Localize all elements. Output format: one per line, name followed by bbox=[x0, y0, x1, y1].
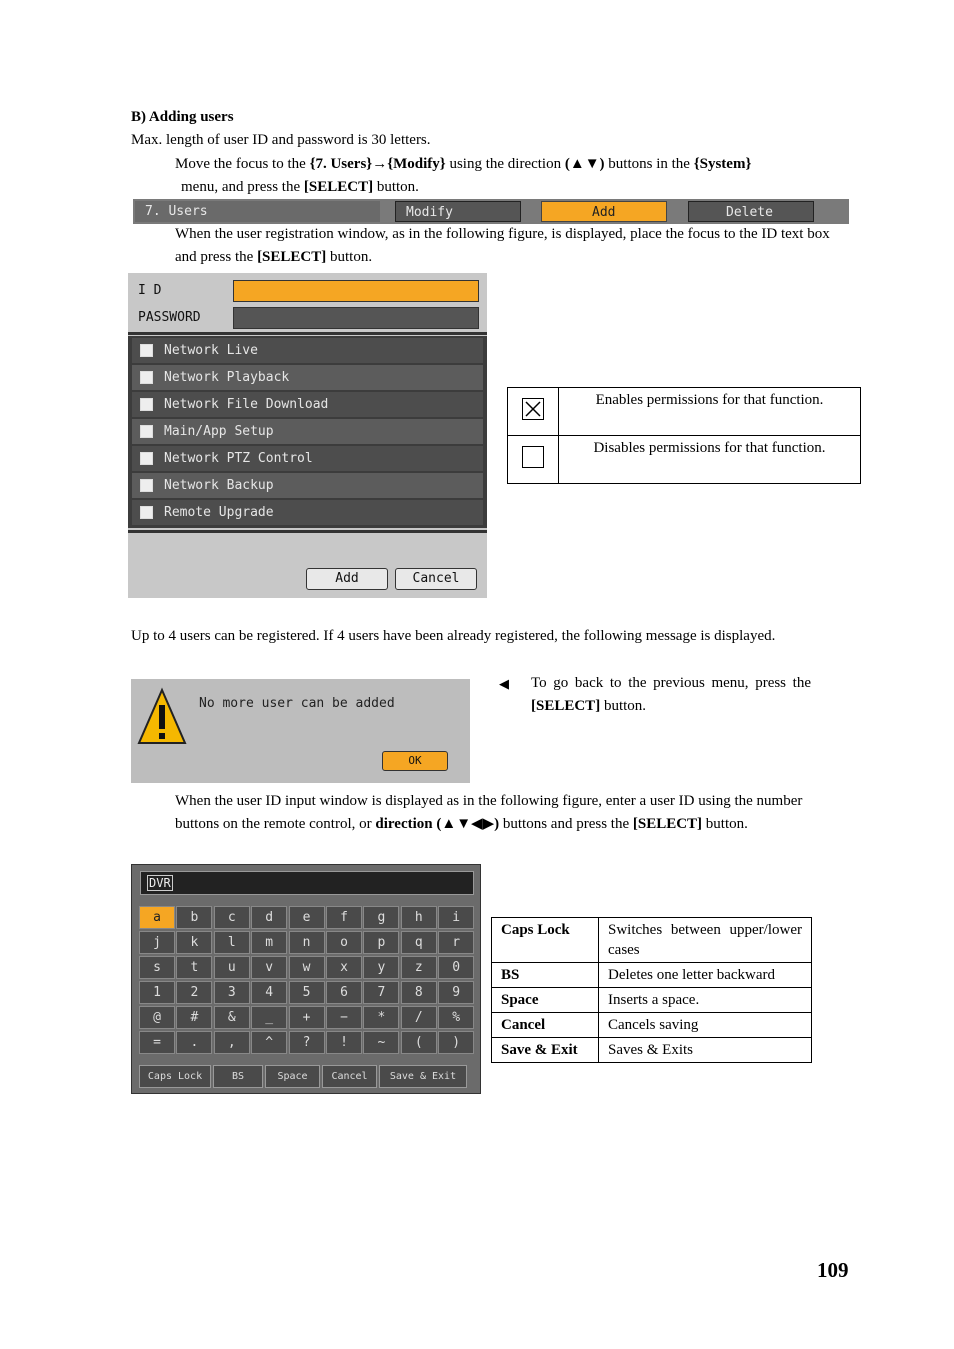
keyboard-key[interactable]: / bbox=[401, 1006, 437, 1029]
cancel-button[interactable]: Cancel bbox=[395, 568, 477, 590]
permission-checkbox[interactable] bbox=[140, 344, 153, 357]
add-button[interactable]: Add bbox=[541, 201, 667, 222]
divider bbox=[128, 530, 487, 533]
keyboard-key[interactable]: 4 bbox=[251, 981, 287, 1004]
keyboard-key[interactable]: ( bbox=[401, 1031, 437, 1054]
note-go-back: To go back to the previous menu, press the [SELECT] button. bbox=[531, 675, 811, 714]
key-description-cell: Switches between upper/lower cases bbox=[599, 918, 812, 963]
keyboard-key[interactable]: . bbox=[176, 1031, 212, 1054]
warning-icon bbox=[137, 687, 187, 745]
keyboard-key[interactable]: , bbox=[214, 1031, 250, 1054]
keyboard-key[interactable]: = bbox=[139, 1031, 175, 1054]
modify-button[interactable]: Modify bbox=[395, 201, 521, 222]
permission-label: Network Playback bbox=[164, 370, 290, 385]
paragraph-max-length: Max. length of user ID and password is 30 letters. bbox=[131, 132, 431, 148]
keyboard-key[interactable]: 8 bbox=[401, 981, 437, 1004]
permission-checkbox[interactable] bbox=[140, 371, 153, 384]
keyboard-key[interactable]: 1 bbox=[139, 981, 175, 1004]
permission-list bbox=[128, 336, 487, 528]
key-description-cell: Deletes one letter backward bbox=[599, 963, 812, 988]
table-row bbox=[492, 963, 812, 988]
keyboard-key[interactable]: u bbox=[214, 956, 250, 979]
key-description-cell: Cancels saving bbox=[599, 1013, 812, 1038]
keyboard-key[interactable]: _ bbox=[251, 1006, 287, 1029]
left-arrow-icon: ◀ bbox=[499, 676, 509, 691]
keyboard-key[interactable]: y bbox=[363, 956, 399, 979]
key-name-cell: Cancel bbox=[492, 1013, 599, 1038]
backspace-key[interactable]: BS bbox=[213, 1065, 263, 1088]
keyboard-key[interactable]: a bbox=[139, 906, 175, 929]
permission-row[interactable] bbox=[132, 365, 483, 390]
keyboard-input-field[interactable] bbox=[140, 871, 474, 895]
keyboard-key[interactable]: ! bbox=[326, 1031, 362, 1054]
enabled-description: Enables permissions for that function. bbox=[559, 388, 861, 436]
permission-legend-table bbox=[507, 387, 861, 484]
permission-label: Network File Download bbox=[164, 397, 329, 412]
permission-row[interactable] bbox=[132, 446, 483, 471]
key-description-cell: Saves & Exits bbox=[599, 1038, 812, 1063]
table-row bbox=[492, 1013, 812, 1038]
keyboard-key[interactable]: ~ bbox=[363, 1031, 399, 1054]
cancel-key[interactable]: Cancel bbox=[322, 1065, 377, 1088]
keyboard-key[interactable]: q bbox=[401, 931, 437, 954]
permission-row[interactable] bbox=[132, 473, 483, 498]
keyboard-key[interactable]: e bbox=[289, 906, 325, 929]
caps-lock-key[interactable]: Caps Lock bbox=[139, 1065, 211, 1088]
paragraph-user-limit: Up to 4 users can be registered. If 4 users have been already registered, the following message is displayed. bbox=[131, 628, 776, 644]
table-row bbox=[492, 1038, 812, 1063]
disabled-description: Disables permissions for that function. bbox=[559, 436, 861, 484]
keyboard-key[interactable]: z bbox=[401, 956, 437, 979]
keyboard-key[interactable]: s bbox=[139, 956, 175, 979]
add-user-button[interactable]: Add bbox=[306, 568, 388, 590]
permission-checkbox[interactable] bbox=[140, 452, 153, 465]
keyboard-key[interactable]: − bbox=[326, 1006, 362, 1029]
ok-button[interactable]: OK bbox=[382, 751, 448, 771]
permission-row[interactable] bbox=[132, 500, 483, 525]
save-exit-key[interactable]: Save & Exit bbox=[379, 1065, 467, 1088]
keyboard-key[interactable]: v bbox=[251, 956, 287, 979]
page-number: 109 bbox=[817, 1258, 849, 1282]
keyboard-key[interactable]: 3 bbox=[214, 981, 250, 1004]
keyboard-key[interactable]: i bbox=[438, 906, 474, 929]
keyboard-key[interactable]: o bbox=[326, 931, 362, 954]
keyboard-key[interactable]: d bbox=[251, 906, 287, 929]
keyboard-key[interactable]: 7 bbox=[363, 981, 399, 1004]
keyboard-key[interactable]: t bbox=[176, 956, 212, 979]
space-key[interactable]: Space bbox=[265, 1065, 320, 1088]
alert-message: No more user can be added bbox=[199, 696, 395, 711]
password-label: PASSWORD bbox=[138, 310, 201, 325]
table-row bbox=[492, 988, 812, 1013]
checked-box-icon bbox=[522, 398, 544, 420]
permission-label: Network Live bbox=[164, 343, 258, 358]
keyboard-key[interactable]: p bbox=[363, 931, 399, 954]
keyboard-key[interactable]: # bbox=[176, 1006, 212, 1029]
permission-checkbox[interactable] bbox=[140, 398, 153, 411]
keys-description-table bbox=[491, 917, 812, 1063]
keyboard-key[interactable]: h bbox=[401, 906, 437, 929]
keyboard-key[interactable]: f bbox=[326, 906, 362, 929]
keyboard-key[interactable]: * bbox=[363, 1006, 399, 1029]
password-input[interactable] bbox=[233, 307, 479, 329]
keyboard-key[interactable]: k bbox=[176, 931, 212, 954]
keyboard-key[interactable]: g bbox=[363, 906, 399, 929]
virtual-keyboard bbox=[131, 864, 481, 1094]
key-description-cell: Inserts a space. bbox=[599, 988, 812, 1013]
input-text: DVR bbox=[149, 876, 171, 890]
id-label: I D bbox=[138, 283, 162, 298]
key-name-cell: Save & Exit bbox=[492, 1038, 599, 1063]
keyboard-key[interactable]: @ bbox=[139, 1006, 175, 1029]
users-menu-bar bbox=[133, 199, 849, 224]
keyboard-key[interactable]: ) bbox=[438, 1031, 474, 1054]
keyboard-key[interactable]: ? bbox=[289, 1031, 325, 1054]
key-name-cell: Space bbox=[492, 988, 599, 1013]
keyboard-key[interactable]: 6 bbox=[326, 981, 362, 1004]
keyboard-key[interactable]: r bbox=[438, 931, 474, 954]
keyboard-key[interactable]: j bbox=[139, 931, 175, 954]
key-name-cell: Caps Lock bbox=[492, 918, 599, 963]
permission-row[interactable] bbox=[132, 419, 483, 444]
keyboard-key[interactable]: 9 bbox=[438, 981, 474, 1004]
permission-label: Main/App Setup bbox=[164, 424, 274, 439]
keyboard-key[interactable]: c bbox=[214, 906, 250, 929]
keyboard-key[interactable]: w bbox=[289, 956, 325, 979]
alert-dialog bbox=[131, 679, 470, 783]
keyboard-key[interactable]: x bbox=[326, 956, 362, 979]
keyboard-key[interactable]: % bbox=[438, 1006, 474, 1029]
permission-label: Network Backup bbox=[164, 478, 274, 493]
permission-checkbox[interactable] bbox=[140, 479, 153, 492]
keyboard-key[interactable]: n bbox=[289, 931, 325, 954]
paragraph-registration: When the user registration window, as in the following figure, is displayed, place the focus to the ID text box and press the [SELECT] button. bbox=[175, 226, 830, 265]
divider bbox=[128, 332, 487, 335]
permission-row[interactable] bbox=[132, 338, 483, 363]
permission-row[interactable] bbox=[132, 392, 483, 417]
section-heading: B) Adding users bbox=[131, 109, 234, 125]
keyboard-key[interactable]: b bbox=[176, 906, 212, 929]
delete-button[interactable]: Delete bbox=[688, 201, 814, 222]
keyboard-key[interactable]: 5 bbox=[289, 981, 325, 1004]
permission-label: Remote Upgrade bbox=[164, 505, 274, 520]
key-name-cell: BS bbox=[492, 963, 599, 988]
keyboard-key[interactable]: l bbox=[214, 931, 250, 954]
keyboard-key[interactable]: 2 bbox=[176, 981, 212, 1004]
permission-checkbox[interactable] bbox=[140, 506, 153, 519]
user-registration-window bbox=[128, 273, 487, 598]
keyboard-key[interactable]: ^ bbox=[251, 1031, 287, 1054]
keyboard-key[interactable]: & bbox=[214, 1006, 250, 1029]
keyboard-key[interactable]: 0 bbox=[438, 956, 474, 979]
permission-checkbox[interactable] bbox=[140, 425, 153, 438]
id-input[interactable] bbox=[233, 280, 479, 302]
keyboard-key[interactable]: m bbox=[251, 931, 287, 954]
permission-label: Network PTZ Control bbox=[164, 451, 313, 466]
paragraph-id-input: When the user ID input window is displayed as in the following figure, enter a user ID using the number buttons on the remote control, or direction (▲▼◀▶) buttons and press the [SELECT] button. bbox=[175, 793, 803, 832]
keyboard-key[interactable]: + bbox=[289, 1006, 325, 1029]
menu-item-users[interactable]: 7. Users bbox=[135, 201, 380, 222]
unchecked-box-icon bbox=[522, 446, 544, 468]
table-row bbox=[492, 918, 812, 963]
paragraph-move-focus: Move the focus to the {7. Users}→{Modify} using the direction (▲▼) buttons in the {System} menu, and press the [SELECT] button. bbox=[175, 156, 752, 195]
